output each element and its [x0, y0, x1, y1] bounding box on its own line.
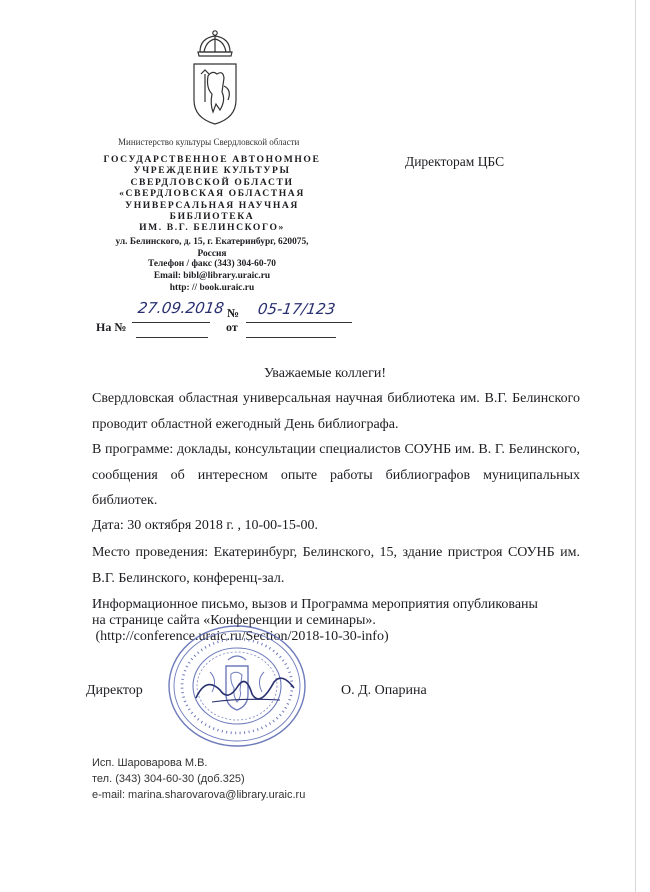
org-line: СВЕРДЛОВСКОЙ ОБЛАСТИ	[130, 176, 294, 188]
handwritten-number: 05-17/123	[256, 300, 337, 318]
reference-number-line	[136, 337, 208, 338]
org-line: ГОСУДАРСТВЕННОЕ АВТОНОМНОЕ	[103, 154, 321, 165]
publication-link: (http://conference.uraic.ru/Section/2018-10-30-info)	[92, 629, 389, 644]
signatory-name: О. Д. Опарина	[341, 683, 427, 698]
paragraph-date: Дата: 30 октября 2018 г. , 10-00-15-00.	[92, 518, 318, 533]
publication-line: Информационное письмо, вызов и Программа мероприятия опубликованы	[92, 597, 538, 612]
publication-line: на странице сайта «Конференции и семинары».	[92, 613, 376, 628]
email-address: Email: bibl@library.uraic.ru	[153, 270, 271, 281]
org-line: «СВЕРДЛОВСКАЯ ОБЛАСТНАЯ	[119, 188, 305, 200]
paragraph-venue: Место проведения: Екатеринбург, Белинского, 15, здание пристроя СОУНБ им. В.Г. Белинского, конференц-зал.	[92, 545, 580, 586]
org-line: УЧРЕЖДЕНИЕ КУЛЬТУРЫ	[133, 165, 291, 177]
handwritten-signature-icon	[190, 668, 300, 712]
recipient: Директорам ЦБС	[405, 154, 505, 169]
coat-of-arms-icon	[186, 30, 244, 126]
reference-date-label: от	[226, 320, 238, 334]
website: http: // book.uraic.ru	[169, 282, 255, 293]
org-line: БИБЛИОТЕКА	[169, 211, 255, 223]
page-edge	[635, 0, 636, 892]
paragraph-program: В программе: доклады, консультации специалистов СОУНБ им. В. Г. Белинского, сообщения об интересном опыте работы библиографов муниципальных библиотек.	[92, 442, 580, 508]
date-underline	[132, 322, 210, 323]
reference-number-label: На №	[96, 320, 127, 334]
org-line: УНИВЕРСАЛЬНАЯ НАУЧНАЯ	[125, 199, 299, 211]
paragraph-announcement: Свердловская областная универсальная научная библиотека им. В.Г. Белинского проводит областной ежегодный День библиографа.	[92, 391, 580, 432]
address-country: Россия	[197, 248, 227, 259]
signatory-title: Директор	[86, 683, 143, 698]
executor-name: Исп. Шароварова М.В.	[92, 757, 208, 769]
ministry-name: Министерство культуры Свердловской области	[118, 137, 300, 147]
organization-contacts	[96, 259, 328, 294]
phone-fax: Телефон / факс (343) 304-60-70	[147, 259, 276, 269]
org-line: ИМ. В.Г. БЕЛИНСКОГО»	[139, 222, 285, 234]
executor-phone: тел. (343) 304-60-30 (доб.325)	[92, 773, 245, 785]
address-line: ул. Белинского, д. 15, г. Екатеринбург, 620075,	[115, 237, 309, 247]
executor-email: e-mail: marina.sharovarova@library.uraic.ru	[92, 789, 306, 801]
reference-date-line	[246, 337, 336, 338]
executor-block	[92, 755, 305, 803]
number-label: №	[227, 306, 240, 320]
handwritten-date: 27.09.2018	[136, 299, 226, 317]
number-underline	[246, 322, 352, 323]
organization-address	[96, 237, 328, 260]
greeting: Уважаемые коллеги!	[263, 366, 387, 381]
organization-name	[96, 154, 328, 234]
